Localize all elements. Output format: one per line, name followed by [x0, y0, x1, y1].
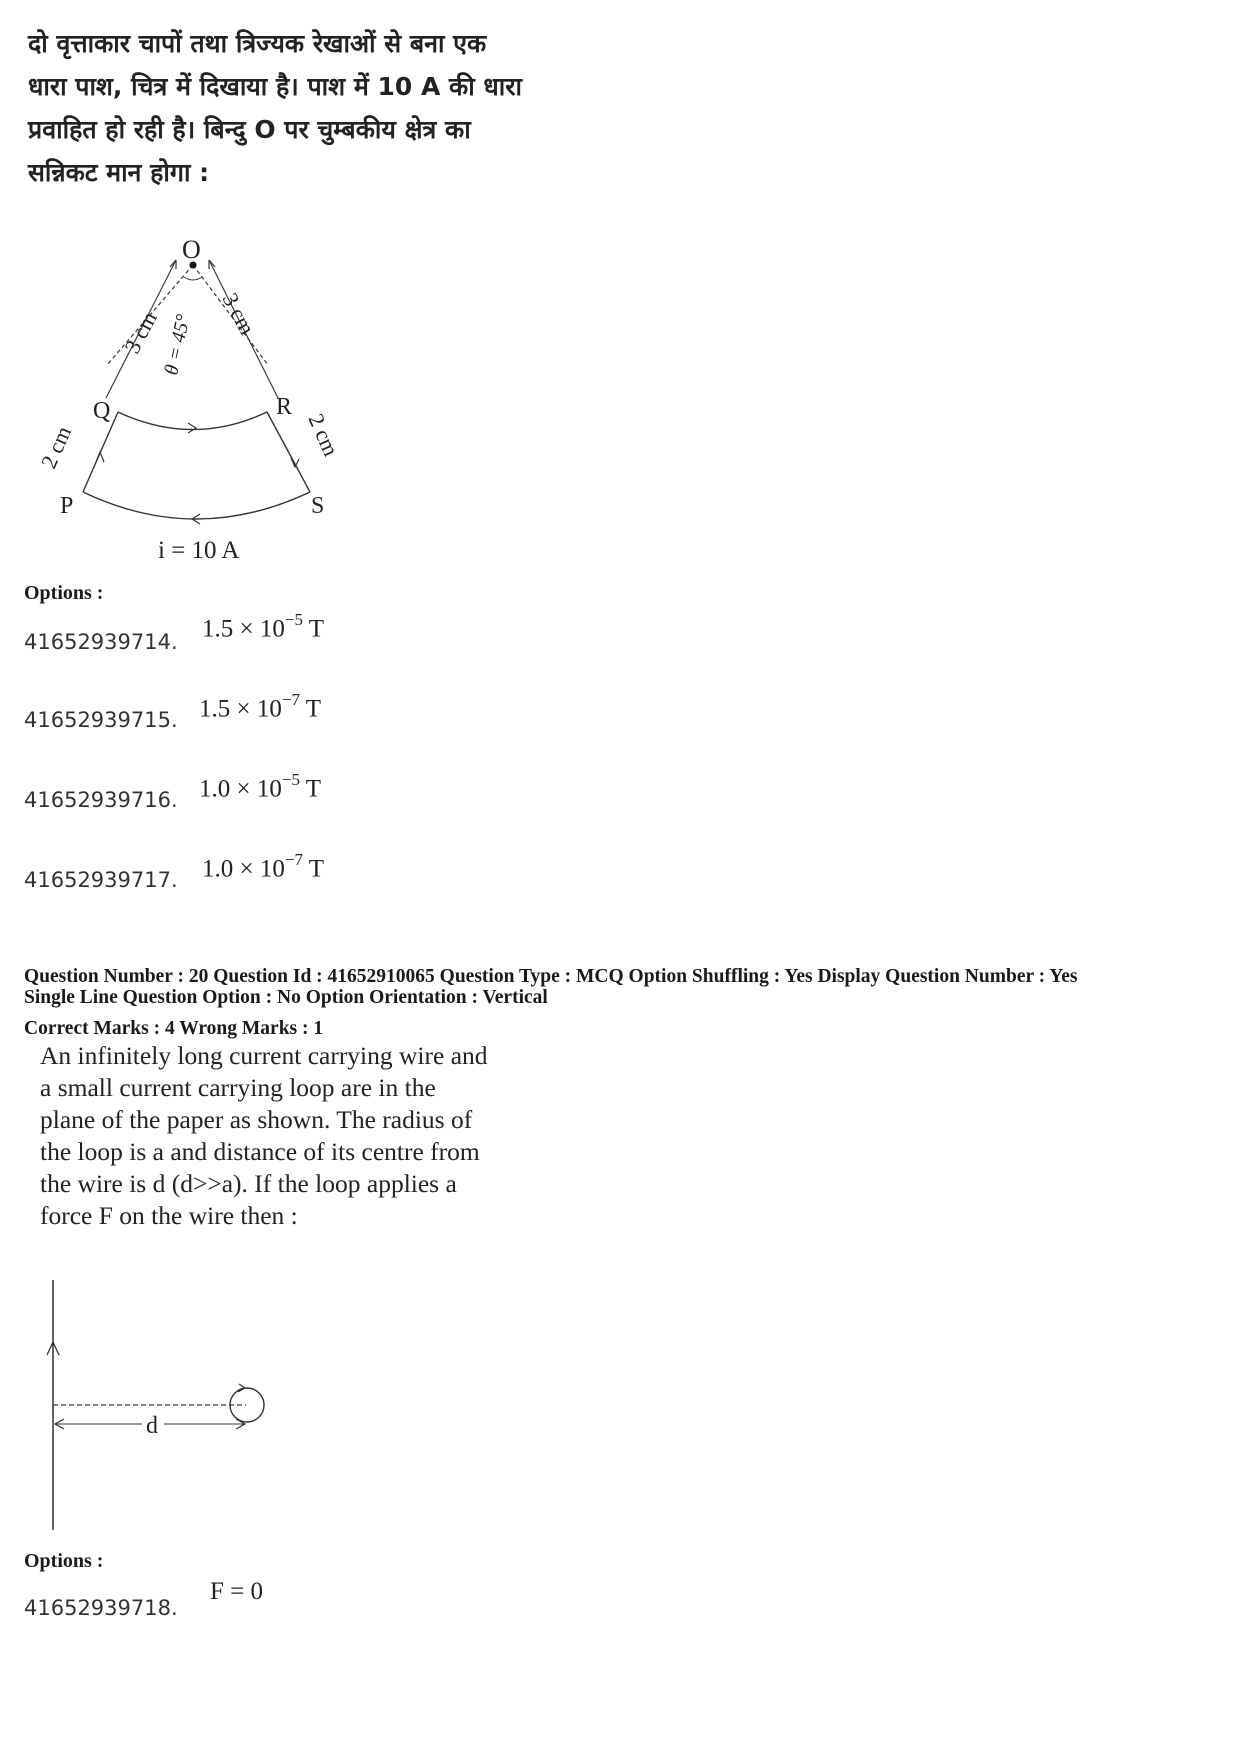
- label-q: Q: [93, 398, 111, 424]
- option-value: $1.5 \times 10^{-5}$ T: [202, 610, 325, 643]
- label-current: i = 10 A: [158, 537, 240, 564]
- option-value: F = 0: [210, 1578, 264, 1605]
- option-row[interactable]: [24, 852, 424, 900]
- label-3cm-left: 3 cm: [119, 307, 162, 358]
- question-line: प्रवाहित हो रही है। बिन्दु O पर चुम्बकीय क्षेत्र का: [28, 115, 471, 144]
- loop-sector-figure: [0, 200, 380, 570]
- marks-line: Correct Marks : 4 Wrong Marks : 1: [24, 1018, 324, 1039]
- label-p: P: [60, 493, 74, 519]
- question-line: An infinitely long current carrying wire and: [40, 1041, 488, 1070]
- label-d: d: [146, 1413, 158, 1439]
- option-id: 41652939714.: [24, 630, 178, 654]
- label-s: S: [311, 493, 325, 519]
- label-angle: θ = 45°: [160, 312, 195, 378]
- radial-side-rs: [267, 412, 310, 492]
- option-row[interactable]: [24, 692, 424, 740]
- outer-arc-ps: [83, 492, 310, 519]
- question-line: सन्निकट मान होगा :: [28, 158, 210, 187]
- question-19-text: [28, 22, 548, 194]
- angle-arc: [184, 277, 202, 280]
- wire-loop-figure: [0, 1270, 300, 1540]
- option-value: $1.5 \times 10^{-7}$ T: [199, 690, 322, 723]
- question-meta-line: Single Line Question Option : No Option Orientation : Vertical: [24, 987, 548, 1008]
- label-2cm-left: 2 cm: [35, 422, 77, 473]
- inner-arc-qr: [118, 412, 267, 430]
- question-line: plane of the paper as shown. The radius of: [40, 1105, 473, 1134]
- label-o: O: [182, 235, 201, 264]
- option-row[interactable]: [24, 612, 424, 660]
- question-line: दो वृत्ताकार चापों तथा त्रिज्यक रेखाओं से बना एक: [28, 29, 487, 58]
- option-id: 41652939718.: [24, 1596, 178, 1620]
- option-row[interactable]: [24, 1578, 424, 1626]
- question-line: the loop is a and distance of its centre from: [40, 1137, 480, 1166]
- label-3cm-right: 3 cm: [217, 288, 261, 339]
- current-loop: [230, 1388, 264, 1422]
- question-line: force F on the wire then :: [40, 1201, 298, 1230]
- option-id: 41652939716.: [24, 788, 178, 812]
- question-20-text: [40, 1040, 560, 1232]
- label-r: R: [276, 394, 293, 420]
- option-value: $1.0 \times 10^{-7}$ T: [202, 850, 325, 883]
- question-meta-line: Question Number : 20 Question Id : 41652910065 Question Type : MCQ Option Shuffling : Yes Display Question Number : Yes: [24, 966, 1078, 987]
- options-label: Options :: [24, 1550, 104, 1572]
- options-label: Options :: [24, 582, 104, 604]
- question-line: the wire is d (d>>a). If the loop applies a: [40, 1169, 457, 1198]
- option-value: $1.0 \times 10^{-5}$ T: [199, 770, 322, 803]
- label-2cm-right: 2 cm: [303, 409, 344, 460]
- question-line: धारा पाश, चित्र में दिखाया है। पाश में 10 A की धारा: [28, 72, 522, 101]
- option-id: 41652939715.: [24, 708, 178, 732]
- option-id: 41652939717.: [24, 868, 178, 892]
- option-row[interactable]: [24, 772, 424, 820]
- question-line: a small current carrying loop are in the: [40, 1073, 436, 1102]
- question-meta: [24, 966, 1077, 1008]
